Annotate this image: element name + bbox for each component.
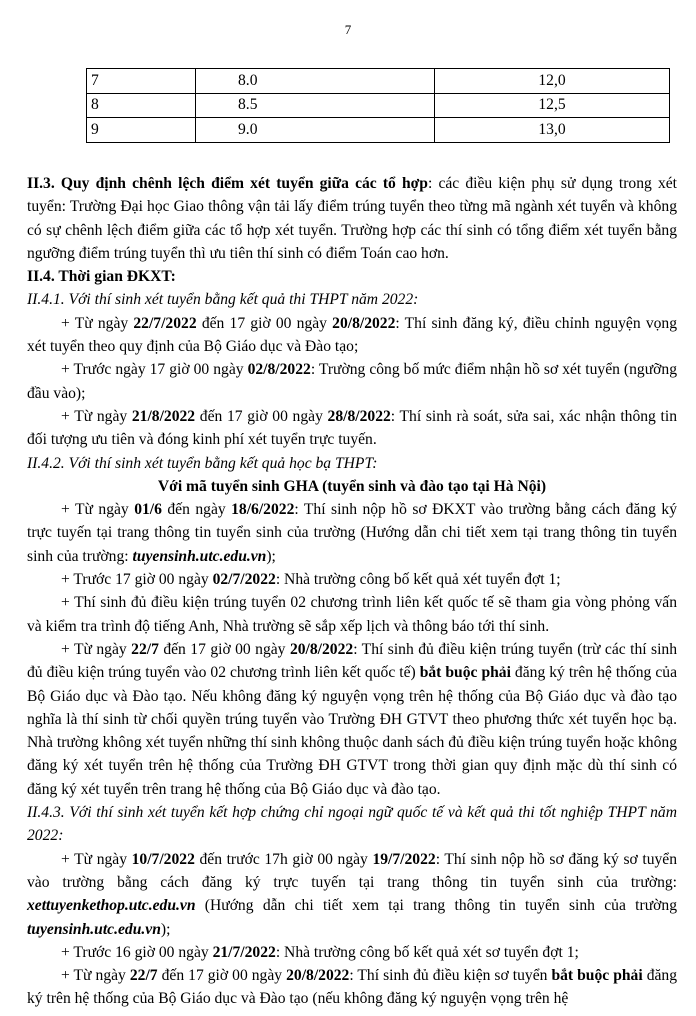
paragraph	[27, 801, 677, 848]
text-run: 20/8/2022	[332, 314, 396, 332]
text-run: II.4.3. Với thí sinh xét tuyển kết hợp chứng chỉ ngoại ngữ quốc tế và kết quả thi tốt nghiệp THPT năm 2022:	[27, 804, 677, 845]
text-run: II.4.2. Với thí sinh xét tuyển bằng kết quả học bạ THPT:	[27, 454, 378, 472]
text-run: );	[266, 547, 276, 565]
paragraph	[27, 172, 677, 265]
text-run: Với mã tuyển sinh GHA (tuyển sinh và đào tạo tại Hà Nội)	[157, 477, 547, 495]
text-run: : Trường công bố mức điểm nhận hồ sơ xét tuyển (ngưỡng đầu vào);	[27, 361, 678, 402]
text-run: 01/6	[134, 501, 162, 519]
text-run: 22/7	[129, 967, 158, 985]
table-row	[87, 69, 670, 94]
table-cell: 9.0	[196, 118, 435, 143]
paragraph	[27, 288, 677, 311]
text-run: đến 17 giờ 00 ngày	[195, 407, 328, 425]
text-run: II.4.1. Với thí sinh xét tuyển bằng kết quả thi THPT năm 2022:	[27, 291, 419, 309]
table-cell: 8.0	[196, 69, 435, 94]
paragraph	[27, 638, 677, 801]
text-run: + Thí sinh đủ điều kiện trúng tuyển 02 chương trình liên kết quốc tế sẽ tham gia vòng phỏng vấn và kiểm tra trình độ tiếng Anh, Nhà trường sẽ sắp xếp lịch và thông báo tới thí sinh.	[27, 594, 677, 635]
text-run: đăng ký trên hệ thống của Bộ Giáo dục và Đào tạo. Nếu không đăng ký nguyện vọng trên hệ thống của Bộ Giáo dục và đào tạo nghĩa là thí sinh từ chối quyền trúng tuyển vào Trường ĐH GTVT theo phương thức xét tuyển học bạ. Nhà trường không xét tuyển những thí sinh không thuộc danh sách đủ điều kiện trúng tuyển hoặc không đăng ký xét tuyển trên hệ thống của Trường ĐH GTVT trong thời gian quy định mặc dù thí sinh có đăng ký xét tuyển trên trang hệ thống của Bộ Giáo dục và đào tạo.	[27, 664, 677, 798]
table-cell: 8	[87, 93, 196, 118]
text-run: 02/8/2022	[247, 361, 311, 379]
text-run: 19/7/2022	[372, 850, 436, 868]
text-run: + Từ ngày	[61, 640, 132, 658]
paragraph	[27, 591, 677, 638]
paragraph	[27, 568, 677, 591]
text-run: đến 17 giờ 00 ngày	[158, 640, 290, 658]
page-number: 7	[344, 22, 352, 37]
text-run: 21/7/2022	[212, 943, 276, 961]
table-cell: 13,0	[435, 118, 670, 143]
paragraph	[27, 941, 677, 964]
text-run: xettuyenkethop.utc.edu.vn	[27, 897, 196, 915]
text-run: + Từ ngày	[61, 501, 135, 519]
text-run: 02/7/2022	[212, 571, 276, 589]
text-run: đến 17 giờ 00 ngày	[157, 967, 287, 985]
text-run: : Nhà trường công bố kết quả xét sơ tuyển đợt 1;	[275, 943, 579, 961]
text-run: : Thí sinh nộp hồ sơ đăng ký sơ tuyển vào trường bằng cách đăng ký trực tuyến tại trang thông tin tuyển sinh của trường:	[27, 850, 678, 891]
text-run: bắt buộc phải	[419, 664, 511, 682]
paragraph	[27, 312, 677, 359]
score-table	[86, 68, 670, 143]
text-run: : Thí sinh đủ điều kiện trúng tuyển (trừ các thí sinh đủ điều kiện trúng tuyển vào 02 chương trình liên kết quốc tế)	[27, 640, 678, 682]
text-run: 22/7	[131, 640, 159, 658]
text-run: : Thí sinh đủ điều kiện sơ tuyển	[349, 967, 552, 985]
text-run: đến trước 17h giờ 00 ngày	[194, 850, 373, 868]
text-run: II.3. Quy định chênh lệch điểm xét tuyển giữa các tổ hợp	[27, 175, 428, 192]
paragraph	[27, 498, 677, 568]
paragraph	[27, 405, 677, 452]
text-run: 22/7/2022	[133, 314, 197, 332]
text-run: );	[160, 920, 171, 938]
text-run: tuyensinh.utc.edu.vn	[132, 547, 267, 565]
text-run: 28/8/2022	[327, 407, 391, 425]
table-row	[87, 93, 670, 118]
text-run: 18/6/2022	[231, 501, 295, 519]
text-run: : Nhà trường công bố kết quả xét tuyển đợt 1;	[275, 571, 561, 589]
text-run: + Từ ngày	[61, 850, 132, 868]
text-run: + Trước 17 giờ 00 ngày	[61, 571, 213, 589]
body-text	[27, 172, 677, 1011]
text-run: II.4. Thời gian ĐKXT:	[27, 268, 176, 286]
table-cell: 7	[87, 69, 196, 94]
table-row	[87, 118, 670, 143]
text-run: bắt buộc phải	[551, 967, 643, 985]
paragraph	[27, 452, 677, 475]
table-cell: 12,5	[435, 93, 670, 118]
text-run: 20/8/2022	[289, 640, 354, 658]
text-run: + Từ ngày	[61, 314, 134, 332]
paragraph	[27, 848, 677, 941]
text-run: + Trước 16 giờ 00 ngày	[61, 943, 213, 961]
paragraph	[27, 964, 677, 1011]
text-run: (Hướng dẫn chi tiết xem tại trang thông tin tuyển sinh của trường	[195, 897, 677, 915]
text-run: + Từ ngày	[61, 407, 132, 425]
table-cell: 9	[87, 118, 196, 143]
text-run: : Thí sinh nộp hồ sơ ĐKXT vào trường bằng cách đăng ký trực tuyến tại trang thông tin tuyển sinh của trường (Hướng dẫn chi tiết xem tại trang thông tin tuyển sinh của trường:	[27, 501, 678, 565]
paragraph	[27, 265, 677, 288]
paragraph	[27, 358, 677, 405]
text-run: : các điều kiện phụ sử dụng trong xét tuyển: Trường Đại học Giao thông vận tải lấy điểm trúng tuyển theo từng mã ngành xét tuyển và không có sự chênh lệch điểm giữa các tổ hợp xét tuyển. Trường hợp các thí sinh có tổng điểm xét tuyển bằng ngưỡng điểm trúng tuyển thì ưu tiên thí sinh có điểm Toán cao hơn.	[27, 175, 677, 262]
text-run: 10/7/2022	[131, 850, 195, 868]
text-run: + Trước ngày 17 giờ 00 ngày	[61, 361, 248, 379]
text-run: đến 17 giờ 00 ngày	[196, 314, 333, 332]
table-cell: 12,0	[435, 69, 670, 94]
paragraph	[27, 475, 677, 498]
text-run: + Từ ngày	[61, 967, 130, 985]
table-cell: 8.5	[196, 93, 435, 118]
text-run: tuyensinh.utc.edu.vn	[27, 920, 161, 938]
text-run: : Thí sinh rà soát, sửa sai, xác nhận thông tin đối tượng ưu tiên và đóng kinh phí xét tuyển trực tuyến.	[27, 407, 677, 449]
text-run: đến ngày	[161, 501, 232, 519]
text-run: 20/8/2022	[286, 967, 350, 985]
text-run: 21/8/2022	[131, 407, 196, 425]
text-run: : Thí sinh đăng ký, điều chỉnh nguyện vọng xét tuyển theo quy định của Bộ Giáo dục và Đào tạo;	[27, 314, 678, 356]
text-run: đăng ký trên hệ thống của Bộ Giáo dục và Đào tạo (nếu không đăng ký nguyện vọng trên hệ	[27, 967, 678, 1008]
